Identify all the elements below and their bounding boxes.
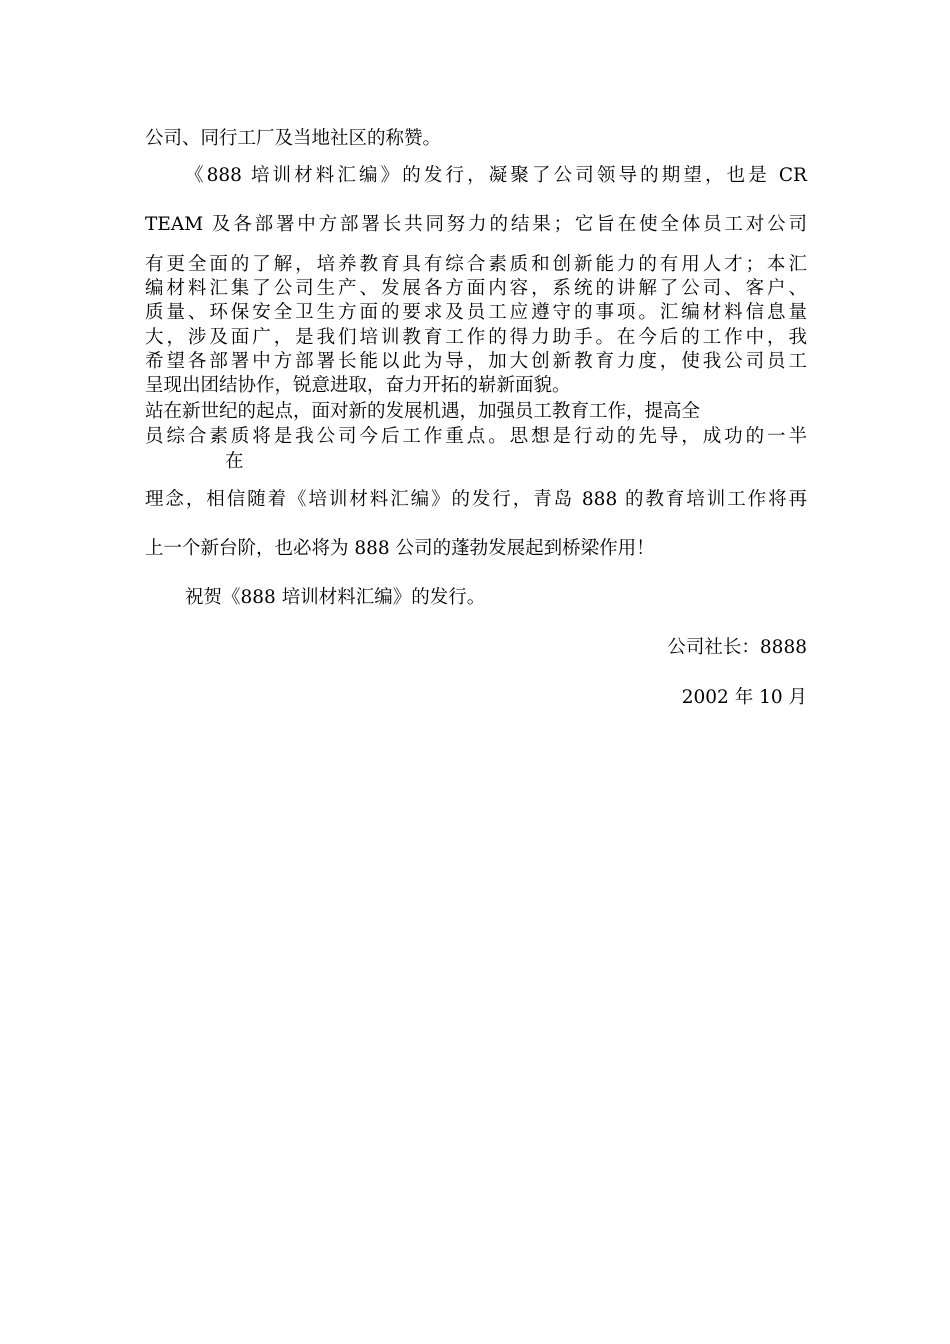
- text-line-12: 在: [225, 451, 244, 472]
- text-line-6: 质量、环保安全卫生方面的要求及员工应遵守的事项。汇编材料信息量: [145, 302, 807, 323]
- text-line-5: 编材料汇集了公司生产、发展各方面内容，系统的讲解了公司、客户、: [145, 278, 807, 299]
- text-line-14: 上一个新台阶，也必将为 888 公司的蓬勃发展起到桥梁作用！: [145, 538, 655, 559]
- text-line-9: 呈现出团结协作，锐意进取，奋力开拓的崭新面貌。: [145, 375, 571, 396]
- date: 2002 年 10 月: [681, 687, 807, 708]
- text-line-11: 员综合素质将是我公司今后工作重点。思想是行动的先导，成功的一半: [145, 426, 807, 447]
- text-line-7: 大，涉及面广，是我们培训教育工作的得力助手。在今后的工作中，我: [145, 327, 807, 348]
- text-line-15: 祝贺《888 培训材料汇编》的发行。: [185, 587, 486, 608]
- text-line-1: 公司、同行工厂及当地社区的称赞。: [145, 128, 442, 149]
- text-line-13: 理念，相信随着《培训材料汇编》的发行，青岛 888 的教育培训工作将再: [145, 489, 807, 510]
- text-line-10: 站在新世纪的起点，面对新的发展机遇，加强员工教育工作，提高全: [145, 401, 701, 422]
- text-line-2: 《888 培训材料汇编》的发行，凝聚了公司领导的期望，也是 CR: [185, 165, 807, 186]
- text-line-8: 希望各部署中方部署长能以此为导，加大创新教育力度，使我公司员工: [145, 351, 807, 372]
- text-line-4: 有更全面的了解，培养教育具有综合素质和创新能力的有用人才；本汇: [145, 254, 807, 275]
- text-line-3: TEAM 及各部署中方部署长共同努力的结果；它旨在使全体员工对公司: [145, 214, 807, 235]
- signature: 公司社长：8888: [667, 637, 807, 658]
